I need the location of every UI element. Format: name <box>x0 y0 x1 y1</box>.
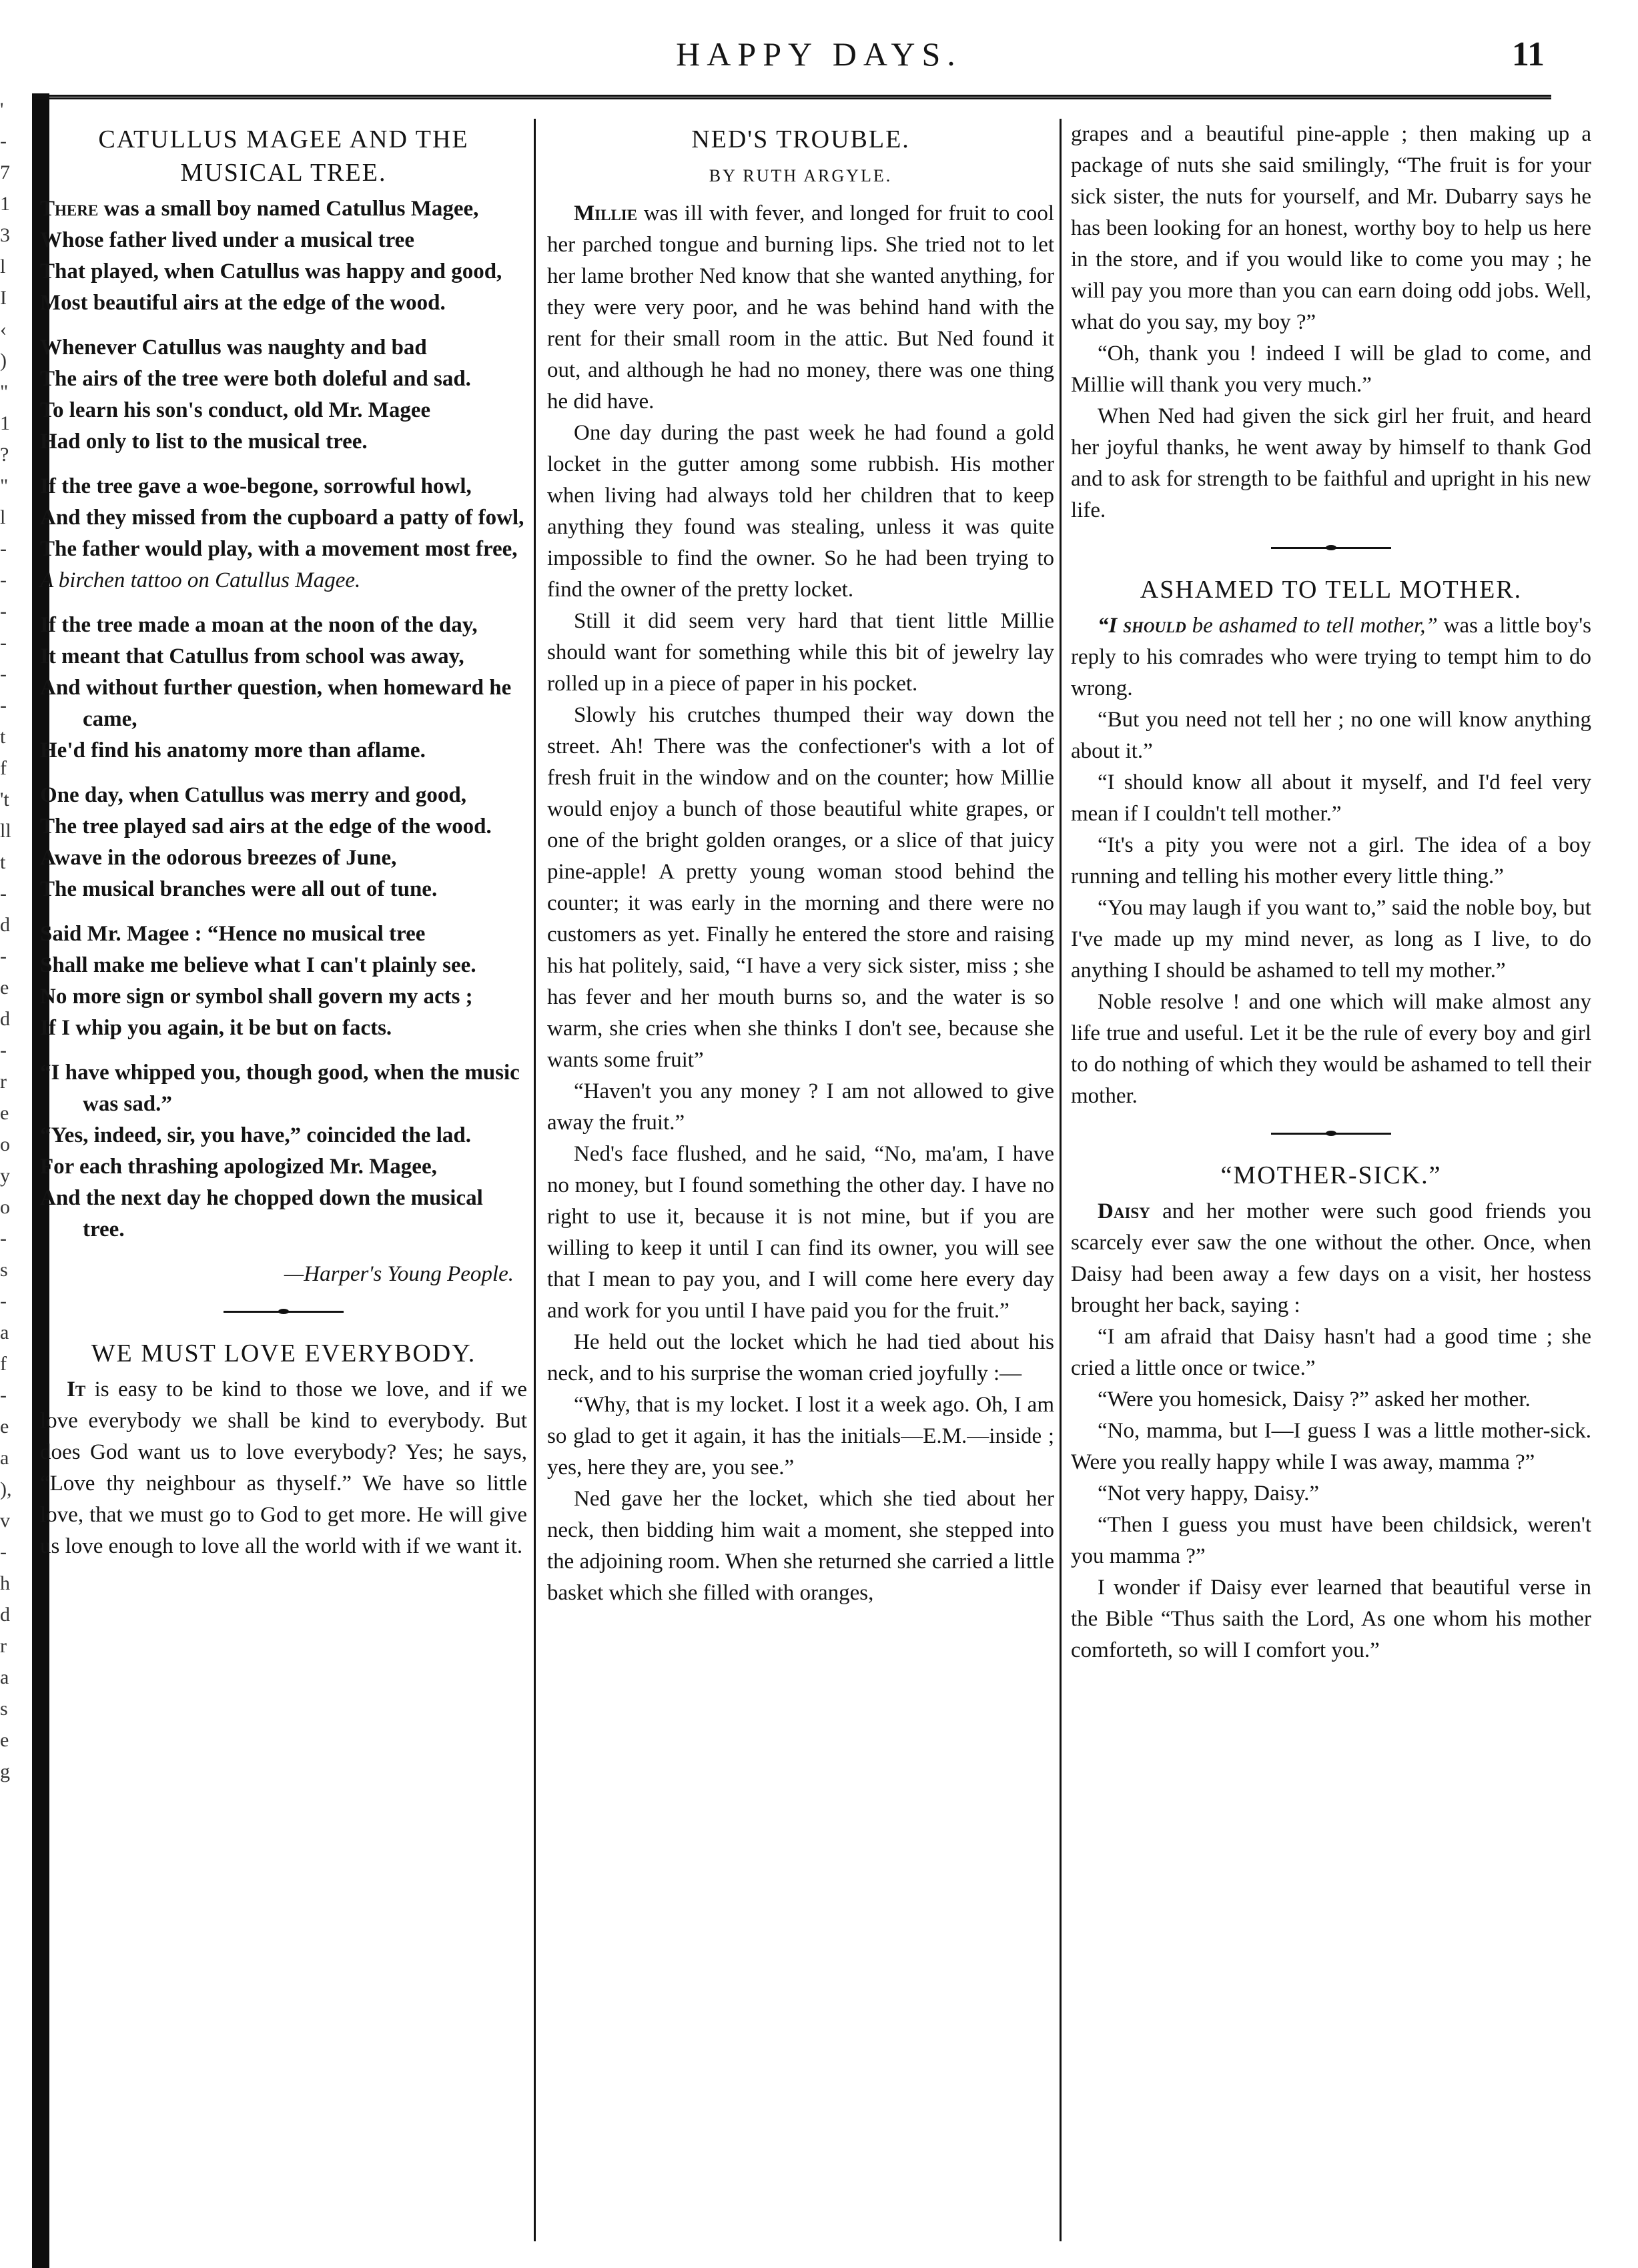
article-body <box>1071 1321 1591 1666</box>
verse-line: To learn his son's conduct, old Mr. Magee <box>40 398 431 422</box>
verse-line: Shall make me believe what I can't plainly see. <box>40 953 476 977</box>
article-paragraph: When Ned had given the sick girl her fruit, and heard her joyful thanks, he went away by himself to thank God and to ask for strength to be faithful and upright in his new life. <box>1071 404 1591 522</box>
running-head: HAPPY DAYS. <box>676 35 962 73</box>
article-paragraph: “It's a pity you were not a girl. The idea of a boy running and telling his mother every little thing.” <box>1071 833 1591 889</box>
verse-line: Whenever Catullus was naughty and bad <box>40 336 427 360</box>
article-title: “MOTHER-SICK.” <box>1220 1161 1442 1189</box>
margin-fragment: I <box>0 287 7 309</box>
margin-fragment: " <box>0 381 9 403</box>
section-divider <box>1071 526 1591 569</box>
section-divider <box>40 1290 527 1333</box>
margin-fragment: - <box>0 1039 7 1061</box>
margin-fragment: a <box>0 1447 9 1469</box>
margin-fragment: s <box>0 1259 8 1281</box>
byline: BY RUTH ARGYLE. <box>709 166 893 185</box>
margin-fragment: ? <box>0 444 9 466</box>
margin-fragment: - <box>0 130 7 152</box>
story-body <box>547 198 1054 1609</box>
margin-fragment: f <box>0 1353 7 1375</box>
verse-line: The musical branches were all out of tune. <box>40 877 438 901</box>
verse-line: Had only to list to the musical tree. <box>40 430 368 454</box>
margin-fragment: 7 <box>0 161 10 183</box>
story-paragraph: He held out the locket which he had tied about his neck, and to his surprise the woman cried joyfully :— <box>547 1330 1054 1385</box>
verse-line: He'd find his anatomy more than aflame. <box>40 738 426 762</box>
story-paragraph: Slowly his crutches thumped their way down the street. Ah! There was the confectioner's with a lot of fresh fruit in the window and on the counter; how Millie would enjoy a bunch of those beautiful white grapes, or one of the bright golden oranges, or a slice of that juicy pine-apple! A pretty young woman stood behind the counter; it was early in the morning and there were no customers as yet. Finally he entered the store and raising his hat politely, said, “I have a very sick sister, miss ; she has fever and her mouth burns so, and the water is so warm, she cries when she thinks I don't see, because she wants some fruit” <box>547 703 1054 1072</box>
margin-fragment: v <box>0 1510 10 1532</box>
verse-line: And they missed from the cupboard a patty of fowl, <box>40 506 524 530</box>
margin-fragment: 1 <box>0 412 10 434</box>
column-middle <box>547 119 1054 2233</box>
verse-line: The father would play, with a movement most free, <box>40 537 518 561</box>
margin-fragment: f <box>0 757 7 779</box>
margin-fragment: - <box>0 663 7 685</box>
stanza <box>40 610 527 766</box>
margin-fragment: ll <box>0 820 11 842</box>
margin-fragment: - <box>0 569 7 591</box>
margin-fragment: g <box>0 1760 10 1782</box>
article-paragraph: Daisy and her mother were such good friends you scarcely ever saw the one without the other. Once, when Daisy had been away a few days on a visit, her hostess brought her back, saying : <box>1071 1199 1591 1317</box>
margin-fragment: d <box>0 914 10 936</box>
verse-line: There was a small boy named Catullus Magee, <box>40 197 479 221</box>
story-paragraph: Millie was ill with fever, and longed for fruit to cool her parched tongue and burning lips. She tried not to let her lame brother Ned know that she wanted anything, for they were very poor, and he was behind hand with the rent for their small room in the attic. But Ned found it out, and although he had no money, there was one thing he did have. <box>547 201 1054 414</box>
story-title: NED'S TROUBLE. <box>691 125 910 153</box>
story-paragraph: “Why, that is my locket. I lost it a week ago. Oh, I am so glad to get it again, it has the initials—E.M.—inside ; yes, here they are, you see.” <box>547 1393 1054 1480</box>
margin-fragment: a <box>0 1666 9 1688</box>
article-paragraph: I wonder if Daisy ever learned that beautiful verse in the Bible “Thus saith the Lord, As one whom his mother comforteth, so will I comfort you.” <box>1071 1576 1591 1662</box>
margin-fragment: - <box>0 1384 7 1406</box>
article-body <box>1071 704 1591 1112</box>
verse-line: “Yes, indeed, sir, you have,” coincided the lad. <box>40 1123 472 1147</box>
margin-fragment: - <box>0 1290 7 1312</box>
margin-fragment: - <box>0 1227 7 1249</box>
margin-fragment: d <box>0 1008 10 1030</box>
margin-fragment: e <box>0 1102 9 1124</box>
verse-line: The airs of the tree were both doleful and sad. <box>40 367 471 391</box>
page-number: 11 <box>1511 35 1545 73</box>
margin-fragment: l <box>0 506 6 528</box>
verse-line: It meant that Catullus from school was away, <box>40 644 464 668</box>
margin-fragment: d <box>0 1604 10 1626</box>
verse-line: “I have whipped you, though good, when the music was sad.” <box>40 1061 520 1116</box>
column-right <box>1071 119 1591 2233</box>
margin-fragment: h <box>0 1572 10 1594</box>
margin-fragment: 1 <box>0 193 10 215</box>
stanza <box>40 1057 527 1245</box>
stanza <box>40 780 527 905</box>
margin-fragment: y <box>0 1165 10 1187</box>
margin-fragment: - <box>0 632 7 654</box>
margin-fragment: o <box>0 1133 10 1155</box>
article-paragraph: “Were you homesick, Daisy ?” asked her mother. <box>1098 1387 1531 1411</box>
poem <box>40 193 527 1245</box>
column-left <box>40 119 527 2233</box>
margin-fragment: t <box>0 726 6 748</box>
margin-fragment: ' <box>0 99 4 121</box>
left-margin-fragments <box>0 93 27 1786</box>
verse-line: No more sign or symbol shall govern my acts ; <box>40 985 473 1009</box>
stanza <box>40 332 527 458</box>
section-divider <box>1071 1112 1591 1155</box>
article-paragraph: “Not very happy, Daisy.” <box>1098 1482 1320 1506</box>
verse-line: If the tree made a moan at the noon of the day, <box>40 613 478 637</box>
verse-line: For each thrashing apologized Mr. Magee, <box>40 1155 437 1179</box>
verse-line: If the tree gave a woe-begone, sorrowful howl, <box>40 474 472 498</box>
margin-fragment: ‹ <box>0 318 7 340</box>
article-paragraph: It is easy to be kind to those we love, and if we love everybody we shall be kind to everybody. But does God want us to love everybody? Yes; he says, “Love thy neighbour as thyself.” We have so little love, that we must go to God to get more. He will give us love enough to love all the world with if we want it. <box>40 1377 527 1558</box>
article-paragraph: “I am afraid that Daisy hasn't had a good time ; she cried a little once or twice.” <box>1071 1325 1591 1380</box>
margin-fragment: r <box>0 1071 7 1093</box>
margin-fragment: - <box>0 883 7 905</box>
margin-fragment: - <box>0 694 7 716</box>
margin-fragment: ) <box>0 350 7 372</box>
poem-attribution: —Harper's Young People. <box>284 1262 514 1286</box>
margin-fragment: ), <box>0 1478 12 1500</box>
margin-fragment: s <box>0 1698 8 1720</box>
margin-fragment: e <box>0 977 9 999</box>
article-paragraph: “No, mamma, but I—I guess I was a little mother-sick. Were you really happy while I was away, mamma ?” <box>1071 1419 1591 1474</box>
verse-line: Said Mr. Magee : “Hence no musical tree <box>40 922 426 946</box>
verse-line: Whose father lived under a musical tree <box>40 228 414 252</box>
margin-fragment: a <box>0 1321 9 1343</box>
margin-fragment: - <box>0 1541 7 1563</box>
margin-fragment: e <box>0 1729 9 1751</box>
article-paragraph: “I should know all about it myself, and I'd feel very mean if I couldn't tell mother.” <box>1071 770 1591 826</box>
article-paragraph: Noble resolve ! and one which will make almost any life true and useful. Let it be the rule of every boy and girl to do nothing of which they would be ashamed to tell their mother. <box>1071 990 1591 1108</box>
margin-fragment: e <box>0 1415 9 1438</box>
article-paragraph: “I should be ashamed to tell mother,” was a little boy's reply to his comrades who were trying to tempt him to do wrong. <box>1071 614 1591 700</box>
margin-fragment: 't <box>0 788 9 810</box>
verse-line: If I whip you again, it be but on facts. <box>40 1016 392 1040</box>
article-paragraph: “Then I guess you must have been childsick, weren't you mamma ?” <box>1071 1513 1591 1568</box>
column-rule <box>534 119 536 2241</box>
stanza <box>40 919 527 1044</box>
verse-line: And without further question, when homeward he came, <box>40 676 512 731</box>
stanza <box>40 471 527 596</box>
poem-title: CATULLUS MAGEE AND THE MUSICAL TREE. <box>98 125 469 187</box>
article-title: WE MUST LOVE EVERYBODY. <box>91 1339 476 1367</box>
verse-line: A birchen tattoo on Catullus Magee. <box>40 568 361 592</box>
verse-line: The tree played sad airs at the edge of the wood. <box>40 814 492 838</box>
column-rule <box>1060 119 1062 2241</box>
margin-fragment: t <box>0 851 6 873</box>
article-paragraph: “You may laugh if you want to,” said the noble boy, but I've made up my mind never, as long as I live, to do anything I should be ashamed to tell my mother.” <box>1071 896 1591 983</box>
margin-fragment: " <box>0 475 9 497</box>
margin-fragment: - <box>0 600 7 622</box>
article-paragraph: “Oh, thank you ! indeed I will be glad to come, and Millie will thank you very much.” <box>1071 342 1591 397</box>
story-paragraph: “Haven't you any money ? I am not allowed to give away the fruit.” <box>547 1079 1054 1135</box>
margin-fragment: l <box>0 255 6 277</box>
margin-fragment: o <box>0 1196 10 1218</box>
story-body <box>1071 338 1591 526</box>
verse-line: Awave in the odorous breezes of June, <box>40 846 397 870</box>
margin-fragment: - <box>0 538 7 560</box>
verse-line: That played, when Catullus was happy and good, <box>40 259 502 284</box>
verse-line: And the next day he chopped down the musical tree. <box>40 1186 483 1241</box>
margin-fragment: - <box>0 945 7 967</box>
story-paragraph: Ned gave her the locket, which she tied about her neck, then bidding him wait a moment, she stepped into the adjoining room. When she returned she carried a little basket which she filled with oranges, <box>547 1487 1054 1605</box>
verse-line: One day, when Catullus was merry and good, <box>40 783 467 807</box>
drop-word: It <box>67 1377 86 1401</box>
stanza <box>40 193 527 319</box>
header-rule <box>33 95 1551 99</box>
story-paragraph: Ned's face flushed, and he said, “No, ma'am, I have no money, but I found something the other day. I have no right to use it, because it is not mine, but if you are willing to keep it until I can find its owner, you will see that I mean to pay you, and I will come here every day and work for you until I have paid you for the fruit.” <box>547 1142 1054 1323</box>
story-paragraph: Still it did seem very hard that tient little Millie should want for something while this bit of jewelry lay rolled up in a piece of paper in his pocket. <box>547 609 1054 696</box>
margin-fragment: r <box>0 1635 7 1657</box>
article-paragraph: “But you need not tell her ; no one will know anything about it.” <box>1071 708 1591 763</box>
verse-line: Most beautiful airs at the edge of the wood. <box>40 291 446 315</box>
story-continuation: grapes and a beautiful pine-apple ; then making up a package of nuts she said smilingly, “The fruit is for your sick sister, the nuts for yourself, and Mr. Dubarry says he has been looking for an honest, worthy boy to help us here in the store, and if you would like to come you may ; he will pay you more than you can earn doing odd jobs. Well, what do you say, my boy ?” <box>1071 122 1591 334</box>
article-title: ASHAMED TO TELL MOTHER. <box>1140 576 1523 604</box>
margin-fragment: 3 <box>0 224 10 246</box>
story-paragraph: One day during the past week he had found a gold locket in the gutter among some rubbish. His mother when living had always told her children that to keep anything they found was stealing, unless it was quite impossible to find the owner. So he had been trying to find the owner of the pretty locket. <box>547 421 1054 602</box>
